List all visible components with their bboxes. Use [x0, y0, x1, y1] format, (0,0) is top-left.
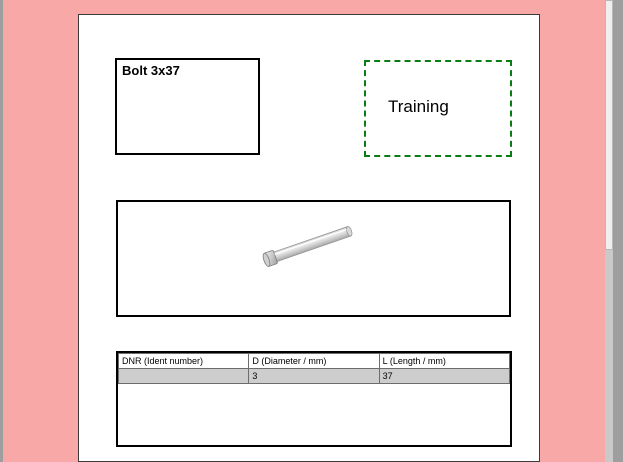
table-header-row	[119, 354, 510, 369]
table-row[interactable]	[119, 369, 510, 384]
training-box-label: Training	[388, 97, 449, 116]
title-box-label: Bolt 3x37	[122, 63, 180, 78]
document-sheet[interactable]	[78, 14, 540, 462]
column-header-diameter[interactable]: D (Diameter / mm)	[249, 354, 379, 369]
canvas-right-edge	[613, 0, 623, 462]
column-header-length[interactable]: L (Length / mm)	[379, 354, 509, 369]
cell-dnr[interactable]	[119, 369, 249, 384]
canvas-left-edge	[0, 0, 3, 462]
cell-diameter[interactable]: 3	[249, 369, 379, 384]
parameters-table	[118, 353, 510, 384]
title-box[interactable]	[115, 58, 260, 155]
training-box[interactable]	[364, 60, 512, 157]
vertical-scrollbar-thumb[interactable]	[605, 0, 613, 250]
parameters-table-box[interactable]	[116, 351, 512, 447]
bolt-3d-preview-icon	[118, 202, 510, 315]
column-header-dnr[interactable]: DNR (Ident number)	[119, 354, 249, 369]
preview-box[interactable]	[116, 200, 511, 317]
cell-length[interactable]: 37	[379, 369, 509, 384]
